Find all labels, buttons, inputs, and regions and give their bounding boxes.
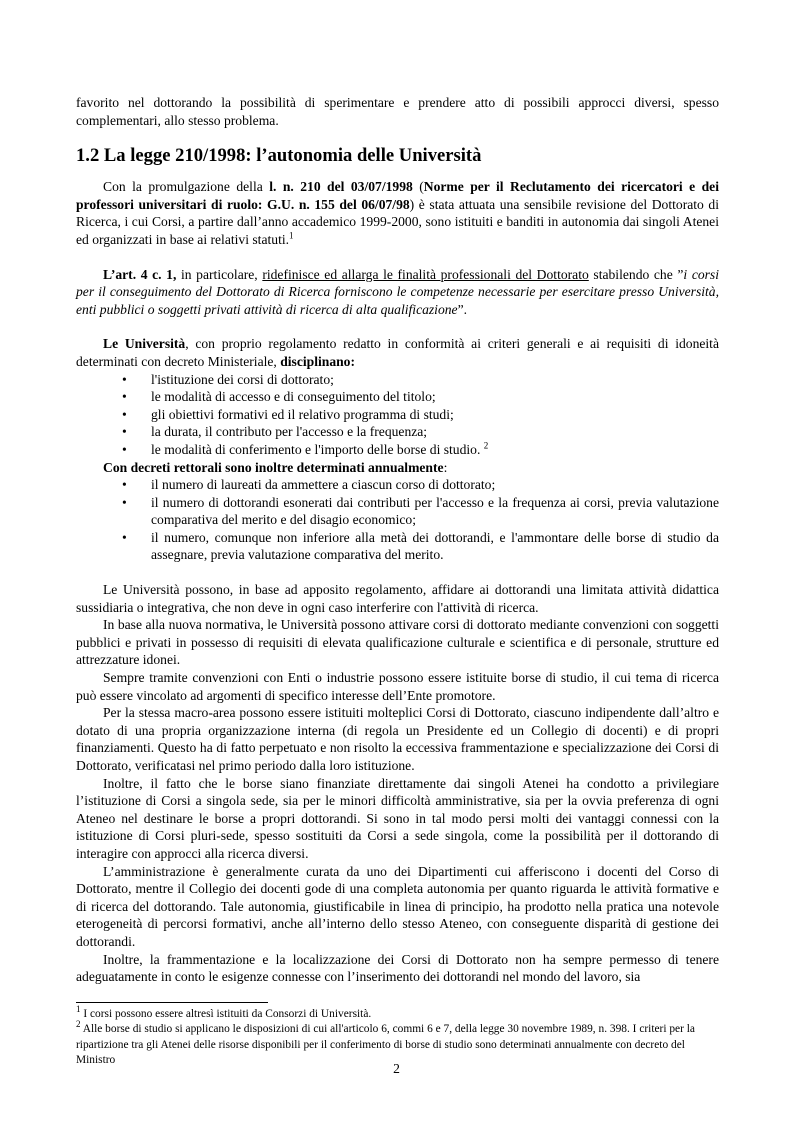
underlined-phrase: ridefinisce ed allarga le finalità professionali del Dottorato (262, 266, 589, 282)
document-page (76, 94, 719, 1068)
footnote: $^2$ Alle borse di studio si applicano le disposizioni di cui all'articolo 6, commi 6 e 7, della legge 30 novembre 1989, n. 398. I criteri per la ripartizione tra gli Atenei delle risorse disponibili per il conferimento di borse di studio sono determinati annualmente con decreto del Ministro (76, 1019, 695, 1066)
footnote: $^1$ I corsi possono essere altresì istituiti da Consorzi di Università. (76, 1003, 372, 1020)
bullet-icon: • (122, 424, 127, 440)
list-item: • gli obiettivi formativi ed il relativo programma di studi; (122, 406, 454, 422)
bullet-icon: • (122, 406, 127, 422)
universities-paragraph: Le Università, con proprio regolamento redatto in conformità ai criteri generali e ai requisiti di idoneità determinati con decreto Ministeriale, disciplinano: (76, 336, 719, 369)
body-paragraph: Inoltre, il fatto che le borse siano finanziate direttamente dai singoli Atenei ha condotto a privilegiare l’istituzione di Corsi a singola sede, sia per le minori difficoltà amministrative, sia per la ovvia preferenza di ogni Ateneo nel destinare le borse a propri dottorandi. Si sono in tal modo persi molti dei vantaggi connessi con la istituzione di Corsi pluri-sede, spesso sostituiti da Corsi a sede singola, come la possibilità per il dottorando di interagire con approcci alla ricerca diversi. (76, 775, 719, 861)
decreti-heading: Con decreti rettorali sono inoltre determinati annualmente: (103, 459, 448, 475)
article-quote: i corsi per il conseguimento del Dottorato di Ricerca forniscono le competenze necessarie per esercitare presso Università, enti pubblici o soggetti privati attività di ricerca di alta qualificazione (76, 266, 720, 317)
body-paragraphs (76, 581, 719, 986)
body-paragraph: L’amministrazione è generalmente curata da uno dei Dipartimenti cui afferiscono i docenti del Corso di Dottorato, mentre il Collegio dei docenti gode di una completa autonomia per quanto riguarda le attività formative e di ricerca del dottorando. Tale autonomia, giustificabile in linea di principio, ha prodotto nella pratica una notevole eterogeneità di percorsi formativi, anche all’interno dello stesso Ateneo, con conseguente disparità di gestione dei dottorandi. (76, 863, 719, 949)
law-title: Norme per il Reclutamento dei ricercatori e dei professori universitari di ruolo: G.U. n. 155 del 06/07/98 (76, 179, 719, 212)
body-paragraph: Per la stessa macro-area possono essere istituiti molteplici Corsi di Dottorato, ciascuno indipendente dall’altro e dotato di una propria organizzazione interna (di regola un Presidente ed un Collegio di docenti) e di propri finanziamenti. Questo ha di fatto perpetuato e non risolto la eccessiva frammentazione e specializzazione dei Corsi di Dottorato, verificatasi nel primo periodo dalla loro istituzione. (76, 705, 719, 773)
decreti-list (76, 476, 719, 564)
list-item: • il numero di dottorandi esonerati dai contributi per l'accesso e la frequenza ai corsi, previa valutazione comparativa del merito e del disagio economico; (122, 494, 719, 528)
bullet-icon: • (122, 529, 127, 545)
bullet-icon: • (122, 371, 127, 387)
list-item: • le modalità di conferimento e l'importo delle borse di studio. $^2$ (122, 440, 489, 457)
disciplinano-list (76, 371, 719, 459)
intro-paragraph: favorito nel dottorando la possibilità di sperimentare e prendere atto di possibili approcci diversi, spesso complementari, allo stesso problema. (76, 95, 719, 128)
bullet-icon: • (122, 389, 127, 405)
list-item: • le modalità di accesso e di conseguimento del titolo; (122, 389, 436, 405)
page-number: 2 (393, 1061, 400, 1076)
footnote-divider (76, 1002, 268, 1003)
body-paragraph: Sempre tramite convenzioni con Enti o industrie possono essere istituite borse di studio, il cui tema di ricerca può essere vincolato ad argomenti di specifico interesse dell’Ente promotore. (76, 670, 719, 703)
article-reference: L’art. 4 c. 1, (103, 266, 177, 282)
article-paragraph: L’art. 4 c. 1, in particolare, ridefinisce ed allarga le finalità professionali del Dottorato stabilendo che ”i corsi per il conseguimento del Dottorato di Ricerca forniscono le competenze necessarie per esercitare presso Università, enti pubblici o soggetti privati attività di ricerca di alta qualificazione”. (76, 266, 720, 317)
bullet-icon: • (122, 477, 127, 493)
footnote-ref-2: 2 (483, 440, 489, 451)
body-paragraph: Le Università possono, in base ad apposito regolamento, affidare ai dottorandi una limitata attività didattica sussidiaria o integrativa, che non deve in ogni caso interferire con l'attività di ricerca. (76, 582, 719, 615)
body-paragraph: Inoltre, la frammentazione e la localizzazione dei Corsi di Dottorato non ha sempre permesso di tenere adeguatamente in conto le esigenze connesse con l’inserimento dei dottorandi nel mondo del lavoro, sia (76, 951, 719, 985)
section-heading: 1.2 La legge 210/1998: l’autonomia delle Università (76, 145, 482, 167)
body-paragraph: In base alla nuova normativa, le Università possono attivare corsi di dottorato mediante convenzioni con soggetti pubblici e privati in possesso di requisiti di elevata qualificazione culturale e scientifica e di personale, strutture ed attrezzature idonei. (76, 617, 719, 668)
list-item: • il numero, comunque non inferiore alla metà dei dottorandi, e l'ammontare delle borse di studio da assegnare, previa valutazione comparativa del merito. (122, 529, 719, 563)
bullet-icon: • (122, 441, 127, 457)
law-reference: l. n. 210 del 03/07/1998 (269, 179, 413, 195)
list-item: • la durata, il contributo per l'accesso e la frequenza; (122, 424, 428, 440)
list-item: • il numero di laureati da ammettere a ciascun corso di dottorato; (122, 477, 496, 493)
list-item: • l'istituzione dei corsi di dottorato; (122, 371, 334, 387)
law-paragraph: Con la promulgazione della l. n. 210 del 03/07/1998 (Norme per il Reclutamento dei ricercatori e dei professori universitari di ruolo: G.U. n. 155 del 06/07/98) è stata attuata una sensibile revisione del Dottorato di Ricerca, i cui Corsi, a partire dall’anno accademico 1999-2000, sono istituiti e banditi in autonomia dai singoli Atenei ed organizzati in base ai relativi statuti.$^1$ (76, 179, 720, 247)
footnote-ref-1: 1 (289, 230, 294, 241)
bullet-icon: • (122, 494, 127, 510)
